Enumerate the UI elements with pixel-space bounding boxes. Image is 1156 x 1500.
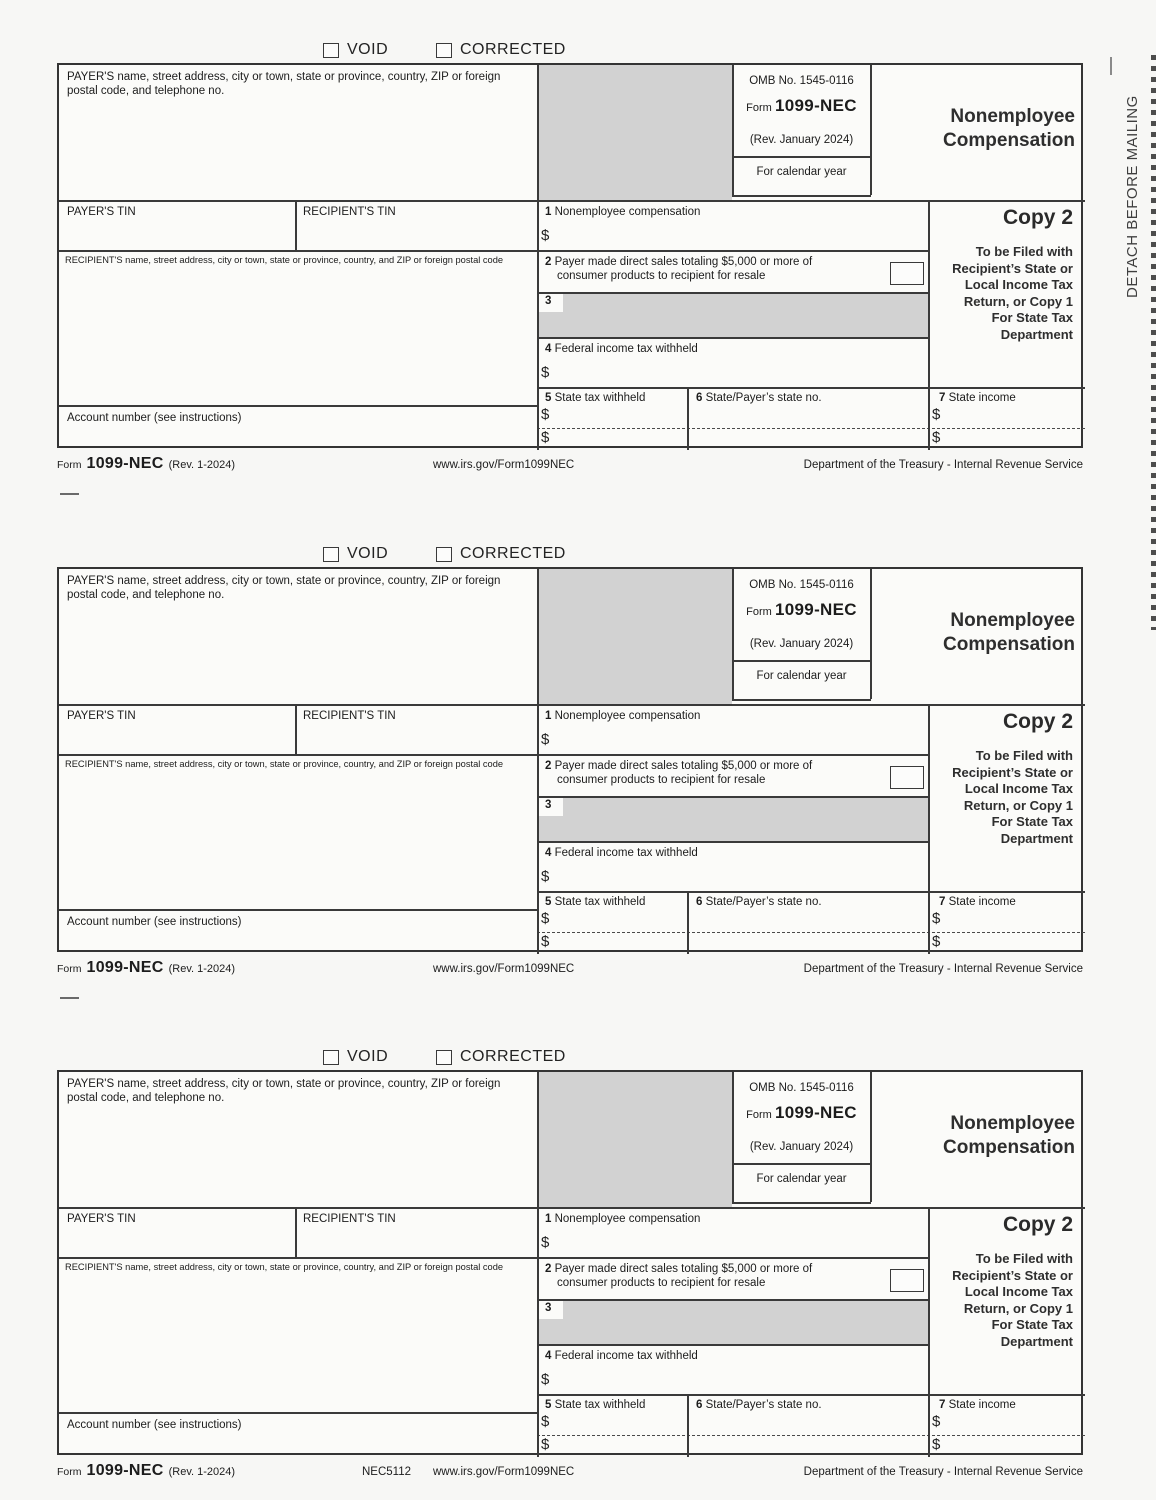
form-body [57, 1070, 1083, 1455]
perforation-dash [60, 493, 79, 495]
copy-label: Copy 2 [1002, 710, 1073, 733]
corrected-checkbox[interactable] [436, 1050, 452, 1065]
form-title-line2: Compensation [943, 1137, 1075, 1158]
box5-label: 5 State tax withheld [545, 392, 646, 404]
payer-tin-field[interactable] [61, 1228, 291, 1254]
recipient-name-label: RECIPIENT'S name, street address, city or town, state or province, country, and ZIP or foreign postal code [65, 759, 504, 769]
box4-number: 4 [545, 847, 552, 859]
footer-form-word: Form [57, 1466, 82, 1478]
dollar-sign: $ [932, 933, 941, 950]
box2-number: 2 [545, 256, 552, 268]
box7-amount-field-row2[interactable] [932, 1436, 940, 1456]
footer-irs-url[interactable]: www.irs.gov/Form1099NEC [433, 459, 575, 471]
box7-amount-field-row1[interactable] [932, 910, 940, 930]
footer-form-number: 1099-NEC [86, 455, 164, 472]
footer-form-revision: (Rev. 1-2024) [168, 459, 236, 471]
box5-amount-field-row2[interactable] [541, 429, 549, 449]
box4-amount-field[interactable] [541, 1371, 921, 1391]
box7-label: 7 State income [939, 1399, 1016, 1411]
corrected-checkbox[interactable] [436, 43, 452, 58]
shaded-entry-area [537, 569, 732, 704]
box5-number: 5 [545, 896, 552, 908]
box3-number: 3 [537, 1299, 563, 1319]
box7-amount-field-row2[interactable] [932, 429, 940, 449]
perforation-dash [60, 997, 79, 999]
dollar-sign: $ [932, 1413, 941, 1430]
box1-number: 1 [545, 710, 552, 722]
edge-tick-mark [1110, 57, 1112, 75]
box6-label: 6 State/Payer’s state no. [696, 896, 822, 908]
box2-checkbox[interactable] [890, 766, 924, 789]
form-title [870, 609, 1079, 657]
box4-amount-field[interactable] [541, 364, 921, 384]
box7-amount-field-row1[interactable] [932, 406, 940, 426]
dollar-sign: $ [932, 1436, 941, 1453]
payer-name-field[interactable] [61, 1112, 531, 1202]
box4-number: 4 [545, 343, 552, 355]
payer-tin-label: PAYER'S TIN [67, 710, 136, 722]
shaded-entry-area [537, 1072, 732, 1207]
dollar-sign: $ [541, 731, 550, 748]
box1-amount-field[interactable] [541, 227, 921, 247]
box2-number: 2 [545, 760, 552, 772]
account-number-field[interactable] [61, 931, 531, 951]
dollar-sign: $ [541, 429, 550, 446]
corrected-label: CORRECTED [460, 1048, 566, 1065]
box6-number: 6 [696, 1399, 703, 1411]
form-body [57, 63, 1083, 448]
recipient-name-label: RECIPIENT'S name, street address, city or town, state or province, country, and ZIP or foreign postal code [65, 1262, 504, 1272]
dollar-sign: $ [541, 868, 550, 885]
form-number-block [732, 600, 871, 619]
dollar-sign: $ [932, 406, 941, 423]
payer-tin-field[interactable] [61, 725, 291, 751]
payer-name-field[interactable] [61, 105, 531, 195]
recipient-tin-label: RECIPIENT'S TIN [303, 1213, 396, 1225]
box1-label: 1 Nonemployee compensation [545, 1213, 701, 1225]
copy-note: To be Filed with Recipient’s State or Local Income Tax Return, or Copy 1 For State Tax Department [952, 1251, 1073, 1349]
box7-label: 7 State income [939, 896, 1016, 908]
form-1099-nec-copy [0, 40, 1156, 544]
account-number-label: Account number (see instructions) [67, 412, 242, 424]
form-1099-nec-copy [0, 544, 1156, 1048]
recipient-tin-label: RECIPIENT'S TIN [303, 710, 396, 722]
dollar-sign: $ [541, 406, 550, 423]
box6-state-number-field[interactable] [689, 911, 924, 951]
dollar-sign: $ [932, 429, 941, 446]
box6-number: 6 [696, 896, 703, 908]
payer-name-label: PAYER'S name, street address, city or town, state or province, country, ZIP or foreign postal code, and telephone no. [67, 1078, 501, 1104]
box3-number: 3 [537, 292, 563, 312]
clipped-edge-text [1151, 55, 1156, 630]
footer-form-id [57, 1462, 235, 1480]
form-number-block [732, 1103, 871, 1122]
form-footer [0, 455, 1156, 477]
form-number: 1099-NEC [775, 600, 857, 619]
form-footer [0, 1462, 1156, 1484]
account-number-field[interactable] [61, 427, 531, 447]
calendar-year-label: For calendar year [756, 1173, 847, 1185]
omb-number: OMB No. 1545-0116 [749, 75, 854, 87]
box1-label: 1 Nonemployee compensation [545, 206, 701, 218]
copy-label: Copy 2 [1002, 1213, 1073, 1236]
box5-amount-field-row1[interactable] [541, 406, 549, 426]
copy-info-block [928, 710, 1079, 847]
box5-amount-field-row1[interactable] [541, 1413, 549, 1433]
footer-irs-url[interactable]: www.irs.gov/Form1099NEC [433, 1466, 575, 1478]
form-number-block [732, 96, 871, 115]
recipient-tin-field[interactable] [299, 221, 533, 247]
payer-tin-field[interactable] [61, 221, 291, 247]
recipient-tin-field[interactable] [299, 725, 533, 751]
form-title-line2: Compensation [943, 130, 1075, 151]
box1-amount-field[interactable] [541, 731, 921, 751]
footer-form-number: 1099-NEC [86, 1462, 164, 1479]
box2-checkbox[interactable] [890, 262, 924, 285]
form-body [57, 567, 1083, 952]
dollar-sign: $ [541, 1413, 550, 1430]
recipient-tin-field[interactable] [299, 1228, 533, 1254]
footer-treasury-text: Department of the Treasury - Internal Revenue Service [803, 459, 1083, 471]
box1-number: 1 [545, 1213, 552, 1225]
box7-number: 7 [939, 896, 946, 908]
box5-label: 5 State tax withheld [545, 1399, 646, 1411]
corrected-label: CORRECTED [460, 545, 566, 562]
footer-form-revision: (Rev. 1-2024) [168, 1466, 236, 1478]
dollar-sign: $ [541, 364, 550, 381]
box4-label: 4 Federal income tax withheld [545, 1350, 698, 1362]
omb-number: OMB No. 1545-0116 [749, 1082, 854, 1094]
form-revision: (Rev. January 2024) [749, 134, 854, 146]
box6-state-number-field[interactable] [689, 407, 924, 447]
recipient-name-field[interactable] [61, 270, 531, 400]
void-checkbox[interactable] [323, 1050, 339, 1065]
account-number-label: Account number (see instructions) [67, 1419, 242, 1431]
void-label: VOID [347, 545, 389, 562]
copy-note: To be Filed with Recipient’s State or Local Income Tax Return, or Copy 1 For State Tax Department [952, 244, 1073, 342]
box7-number: 7 [939, 1399, 946, 1411]
account-number-field[interactable] [61, 1434, 531, 1454]
calendar-year-label: For calendar year [756, 670, 847, 682]
box1-amount-field[interactable] [541, 1234, 921, 1254]
payer-tin-label: PAYER'S TIN [67, 206, 136, 218]
recipient-tin-label: RECIPIENT'S TIN [303, 206, 396, 218]
form-title-line1: Nonemployee [950, 106, 1075, 127]
box3-shaded-area [537, 796, 928, 841]
box4-label: 4 Federal income tax withheld [545, 343, 698, 355]
box3-number: 3 [537, 796, 563, 816]
form-number: 1099-NEC [775, 1103, 857, 1122]
account-number-label: Account number (see instructions) [67, 916, 242, 928]
dollar-sign: $ [541, 1234, 550, 1251]
copy-info-block [928, 1213, 1079, 1350]
dollar-sign: $ [541, 1436, 550, 1453]
footer-treasury-text: Department of the Treasury - Internal Revenue Service [803, 1466, 1083, 1478]
payer-tin-label: PAYER'S TIN [67, 1213, 136, 1225]
dollar-sign: $ [541, 910, 550, 927]
box6-state-number-field[interactable] [689, 1414, 924, 1454]
footer-irs-url[interactable]: www.irs.gov/Form1099NEC [433, 963, 575, 975]
box6-number: 6 [696, 392, 703, 404]
calendar-year-label: For calendar year [756, 166, 847, 178]
payer-name-label: PAYER'S name, street address, city or town, state or province, country, ZIP or foreign postal code, and telephone no. [67, 71, 501, 97]
form-revision: (Rev. January 2024) [749, 638, 854, 650]
corrected-checkbox[interactable] [436, 547, 452, 562]
form-word: Form [746, 102, 772, 114]
box2-label: 2 Payer made direct sales totaling $5,000 or more of consumer products to recipient for resale [545, 1263, 813, 1289]
form-title-line1: Nonemployee [950, 610, 1075, 631]
dollar-sign: $ [932, 910, 941, 927]
void-label: VOID [347, 1048, 389, 1065]
copy-info-block [928, 206, 1079, 343]
footer-form-number: 1099-NEC [86, 959, 164, 976]
corrected-label: CORRECTED [460, 41, 566, 58]
form-number: 1099-NEC [775, 96, 857, 115]
footer-form-word: Form [57, 963, 82, 975]
box6-label: 6 State/Payer’s state no. [696, 392, 822, 404]
omb-number: OMB No. 1545-0116 [749, 579, 854, 591]
box7-number: 7 [939, 392, 946, 404]
recipient-name-field[interactable] [61, 774, 531, 904]
footer-form-revision: (Rev. 1-2024) [168, 963, 236, 975]
dollar-sign: $ [541, 227, 550, 244]
box5-amount-field-row2[interactable] [541, 1436, 549, 1456]
form-word: Form [746, 1109, 772, 1121]
box6-label: 6 State/Payer’s state no. [696, 1399, 822, 1411]
recipient-name-field[interactable] [61, 1277, 531, 1407]
copy-label: Copy 2 [1002, 206, 1073, 229]
detach-before-mailing-note: DETACH BEFORE MAILING [1124, 95, 1141, 298]
void-checkbox[interactable] [323, 547, 339, 562]
box4-amount-field[interactable] [541, 868, 921, 888]
form-footer [0, 959, 1156, 981]
copy-note: To be Filed with Recipient’s State or Local Income Tax Return, or Copy 1 For State Tax Department [952, 748, 1073, 846]
form-title [870, 1112, 1079, 1160]
box1-number: 1 [545, 206, 552, 218]
box4-number: 4 [545, 1350, 552, 1362]
footer-form-word: Form [57, 459, 82, 471]
box7-amount-field-row2[interactable] [932, 933, 940, 953]
form-title [870, 105, 1079, 153]
box5-number: 5 [545, 392, 552, 404]
dollar-sign: $ [541, 1371, 550, 1388]
recipient-name-label: RECIPIENT'S name, street address, city or town, state or province, country, and ZIP or foreign postal code [65, 255, 504, 265]
payer-name-label: PAYER'S name, street address, city or town, state or province, country, ZIP or foreign postal code, and telephone no. [67, 575, 501, 601]
void-label: VOID [347, 41, 389, 58]
form-title-line2: Compensation [943, 634, 1075, 655]
box3-shaded-area [537, 1299, 928, 1344]
form-title-line1: Nonemployee [950, 1113, 1075, 1134]
form-word: Form [746, 606, 772, 618]
form-revision: (Rev. January 2024) [749, 1141, 854, 1153]
box1-label: 1 Nonemployee compensation [545, 710, 701, 722]
box4-label: 4 Federal income tax withheld [545, 847, 698, 859]
box2-number: 2 [545, 1263, 552, 1275]
box2-label: 2 Payer made direct sales totaling $5,000 or more of consumer products to recipient for resale [545, 760, 813, 786]
footer-treasury-text: Department of the Treasury - Internal Revenue Service [803, 963, 1083, 975]
footer-form-id [57, 455, 235, 473]
box5-label: 5 State tax withheld [545, 896, 646, 908]
box3-shaded-area [537, 292, 928, 337]
box2-label: 2 Payer made direct sales totaling $5,000 or more of consumer products to recipient for resale [545, 256, 813, 282]
box5-amount-field-row1[interactable] [541, 910, 549, 930]
shaded-entry-area [537, 65, 732, 200]
box7-amount-field-row1[interactable] [932, 1413, 940, 1433]
payer-name-field[interactable] [61, 609, 531, 699]
box5-number: 5 [545, 1399, 552, 1411]
void-checkbox[interactable] [323, 43, 339, 58]
box2-checkbox[interactable] [890, 1269, 924, 1292]
box5-amount-field-row2[interactable] [541, 933, 549, 953]
footer-form-id [57, 959, 235, 977]
footer-product-code: NEC5112 [362, 1466, 412, 1478]
form-1099-nec-copy [0, 1047, 1156, 1500]
dollar-sign: $ [541, 933, 550, 950]
box7-label: 7 State income [939, 392, 1016, 404]
